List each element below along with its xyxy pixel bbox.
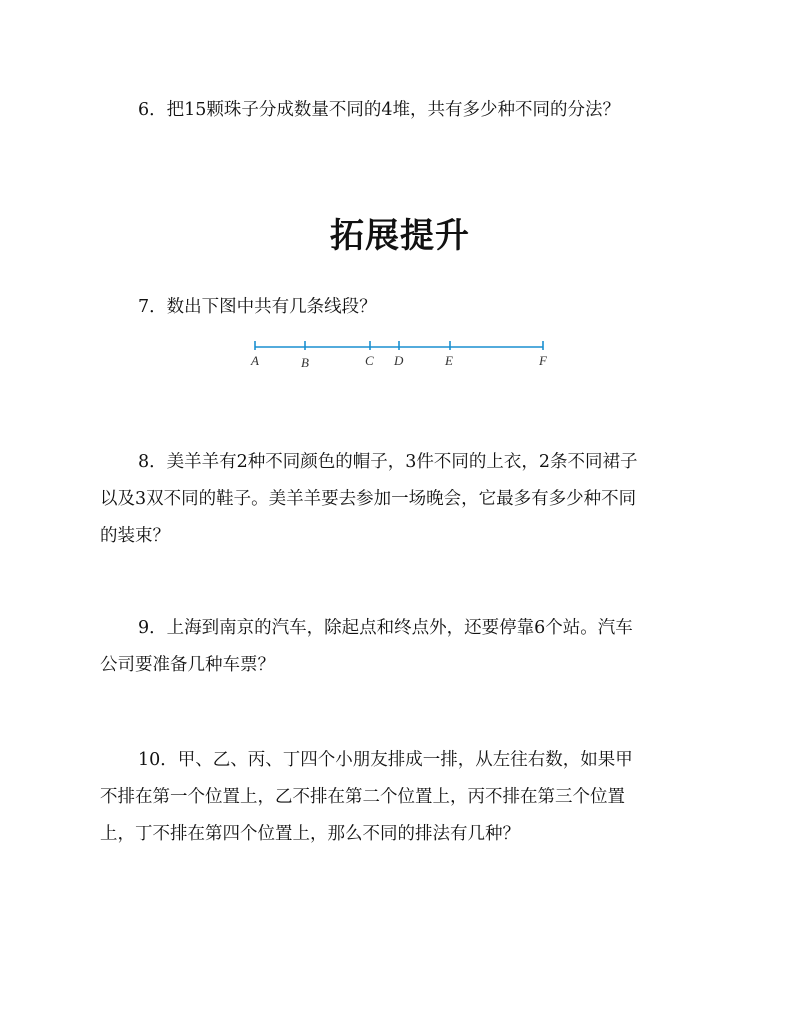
- question-10-line-2: 不排在第一个位置上，乙不排在第二个位置上，丙不排在第三个位置: [100, 787, 625, 807]
- section-title: 拓展提升: [330, 216, 470, 256]
- question-10-line-1: 10．甲、乙、丙、丁四个小朋友排成一排，从左往右数，如果甲: [138, 750, 633, 770]
- question-6: [100, 92, 700, 129]
- question-7: [100, 289, 700, 326]
- question-8-line-1: 8．美羊羊有2种不同颜色的帽子，3件不同的上衣，2条不同裙子: [138, 452, 638, 472]
- label-e: E: [445, 353, 453, 368]
- label-c: C: [365, 353, 374, 368]
- question-9-line-1: 9．上海到南京的汽车，除起点和终点外，还要停靠6个站。汽车: [138, 618, 633, 638]
- question-10-line-3: 上，丁不排在第四个位置上，那么不同的排法有几种？: [100, 824, 520, 844]
- line-segment-figure: [245, 333, 565, 373]
- label-b: B: [301, 355, 309, 370]
- label-d: D: [394, 353, 404, 368]
- question-8-line-3: 的装束？: [100, 526, 170, 546]
- question-8: [100, 444, 700, 555]
- question-6-text: 6．把15颗珠子分成数量不同的4堆，共有多少种不同的分法？: [138, 100, 621, 120]
- question-7-text: 7．数出下图中共有几条线段？: [138, 297, 377, 317]
- question-9-line-2: 公司要准备几种车票？: [100, 655, 275, 675]
- label-f: F: [539, 353, 547, 368]
- question-8-line-2: 以及3双不同的鞋子。美羊羊要去参加一场晚会，它最多有多少种不同: [100, 489, 637, 509]
- label-a: A: [251, 353, 259, 368]
- question-10: [100, 742, 700, 853]
- question-9: [100, 610, 700, 684]
